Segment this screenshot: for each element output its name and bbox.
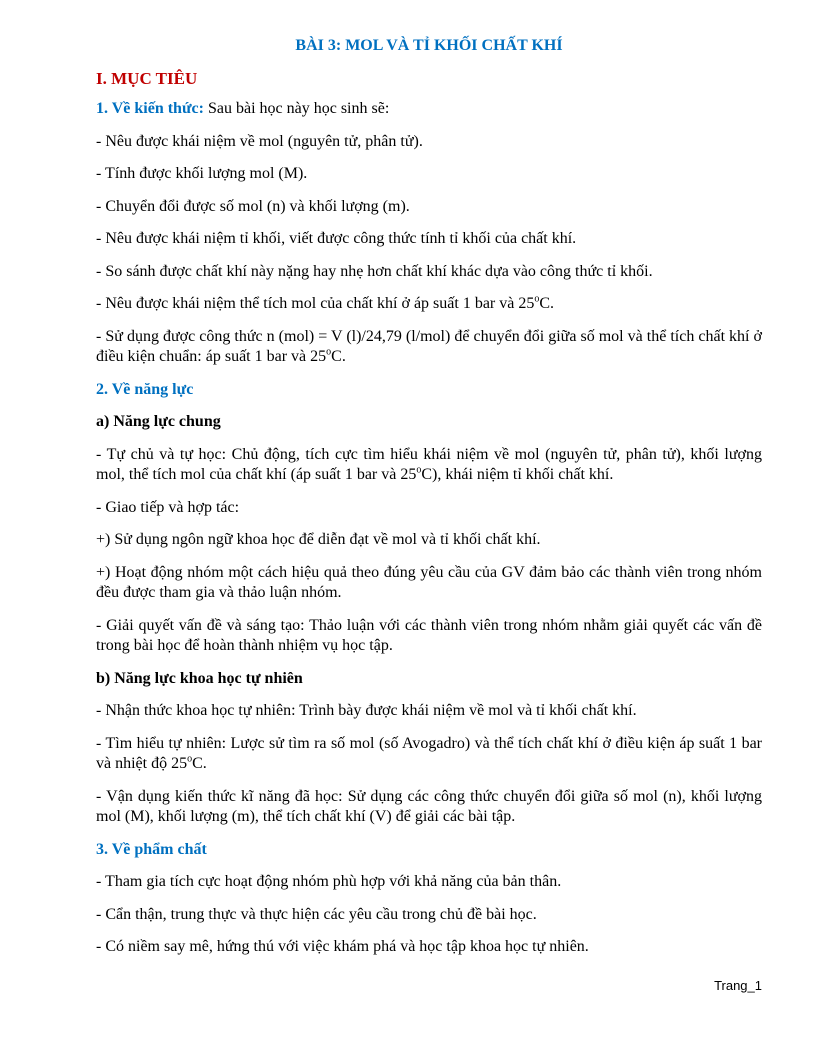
section-objectives-heading: I. MỤC TIÊU	[96, 69, 198, 88]
ability-item: +) Sử dụng ngôn ngữ khoa học để diễn đạt về mol và tỉ khối chất khí.	[96, 531, 541, 548]
science-item	[96, 734, 762, 775]
science-ability-heading: b) Năng lực khoa học tự nhiên	[96, 669, 303, 687]
unit-c: C.	[331, 348, 346, 365]
knowledge-item-text: - Sử dụng được công thức n (mol) = V (l)/24,79 (l/mol) để chuyển đổi giữa số mol và thể tích chất khí ở điều kiện chuẩn: áp suất 1 bar và 25	[96, 327, 762, 365]
ability-heading: 2. Về năng lực	[96, 380, 194, 398]
quality-item: - Có niềm say mê, hứng thú với việc khám phá và học tập khoa học tự nhiên.	[96, 938, 589, 955]
knowledge-item: - Tính được khối lượng mol (M).	[96, 165, 308, 182]
document-page	[96, 36, 762, 970]
general-ability-heading: a) Năng lực chung	[96, 413, 221, 430]
ability-item-text: C), khái niệm tỉ khối chất khí.	[421, 466, 614, 483]
knowledge-item: - Nêu được khái niệm về mol (nguyên tử, phân tử).	[96, 132, 423, 150]
knowledge-item: - Nêu được khái niệm tỉ khối, viết được công thức tính tỉ khối của chất khí.	[96, 230, 577, 247]
unit-c: C.	[192, 755, 207, 772]
knowledge-intro	[96, 99, 762, 120]
ability-item-text: - Tự chủ và tự học: Chủ động, tích cực tìm hiểu khái niệm về mol (nguyên tử, phân tử), khối lượng mol, thể tích mol của chất khí (áp suất 1 bar và 25	[96, 445, 762, 483]
knowledge-heading: 1. Về kiến thức:	[96, 100, 204, 117]
unit-c: C.	[539, 295, 555, 312]
ability-item: +) Hoạt động nhóm một cách hiệu quả theo đúng yêu cầu của GV đảm bảo các thành viên trong nhóm đều được tham gia và thảo luận nhóm.	[96, 563, 762, 601]
knowledge-item	[96, 294, 762, 315]
lesson-title: BÀI 3: MOL VÀ TỈ KHỐI CHẤT KHÍ	[295, 37, 563, 54]
degree-sup: o	[187, 753, 193, 765]
quality-heading: 3. Về phẩm chất	[96, 840, 207, 858]
ability-item: - Giao tiếp và hợp tác:	[96, 498, 240, 516]
science-item: - Nhận thức khoa học tự nhiên: Trình bày được khái niệm về mol và tỉ khối chất khí.	[96, 702, 637, 719]
knowledge-item: - Chuyển đổi được số mol (n) và khối lượng (m).	[96, 197, 410, 215]
ability-item	[96, 445, 762, 486]
page-number: Trang_1	[714, 978, 762, 993]
knowledge-item: - So sánh được chất khí này nặng hay nhẹ hơn chất khí khác dựa vào công thức tỉ khối.	[96, 262, 653, 280]
degree-sup: o	[534, 293, 540, 305]
degree-sup: o	[326, 346, 332, 358]
degree-sup: o	[416, 464, 422, 476]
quality-item: - Cẩn thận, trung thực và thực hiện các yêu cầu trong chủ đề bài học.	[96, 905, 537, 923]
knowledge-item	[96, 327, 762, 368]
quality-item: - Tham gia tích cực hoạt động nhóm phù hợp với khả năng của bản thân.	[96, 873, 562, 890]
science-item-text: - Tìm hiểu tự nhiên: Lược sử tìm ra số mol (số Avogadro) và thể tích chất khí ở điều kiện áp suất 1 bar và nhiệt độ 25	[96, 734, 762, 772]
ability-item: - Giải quyết vấn đề và sáng tạo: Thảo luận với các thành viên trong nhóm nhằm giải quyết các vấn đề trong bài học để hoàn thành nhiệm vụ học tập.	[96, 616, 762, 654]
science-item: - Vận dụng kiến thức kĩ năng đã học: Sử dụng các công thức chuyển đổi giữa số mol (n), khối lượng mol (M), khối lượng (m), thể tích chất khí (V) để giải các bài tập.	[96, 787, 762, 825]
knowledge-item-text: - Nêu được khái niệm thể tích mol của chất khí ở áp suất 1 bar và 25	[96, 295, 535, 312]
knowledge-intro-text: Sau bài học này học sinh sẽ:	[207, 100, 390, 117]
